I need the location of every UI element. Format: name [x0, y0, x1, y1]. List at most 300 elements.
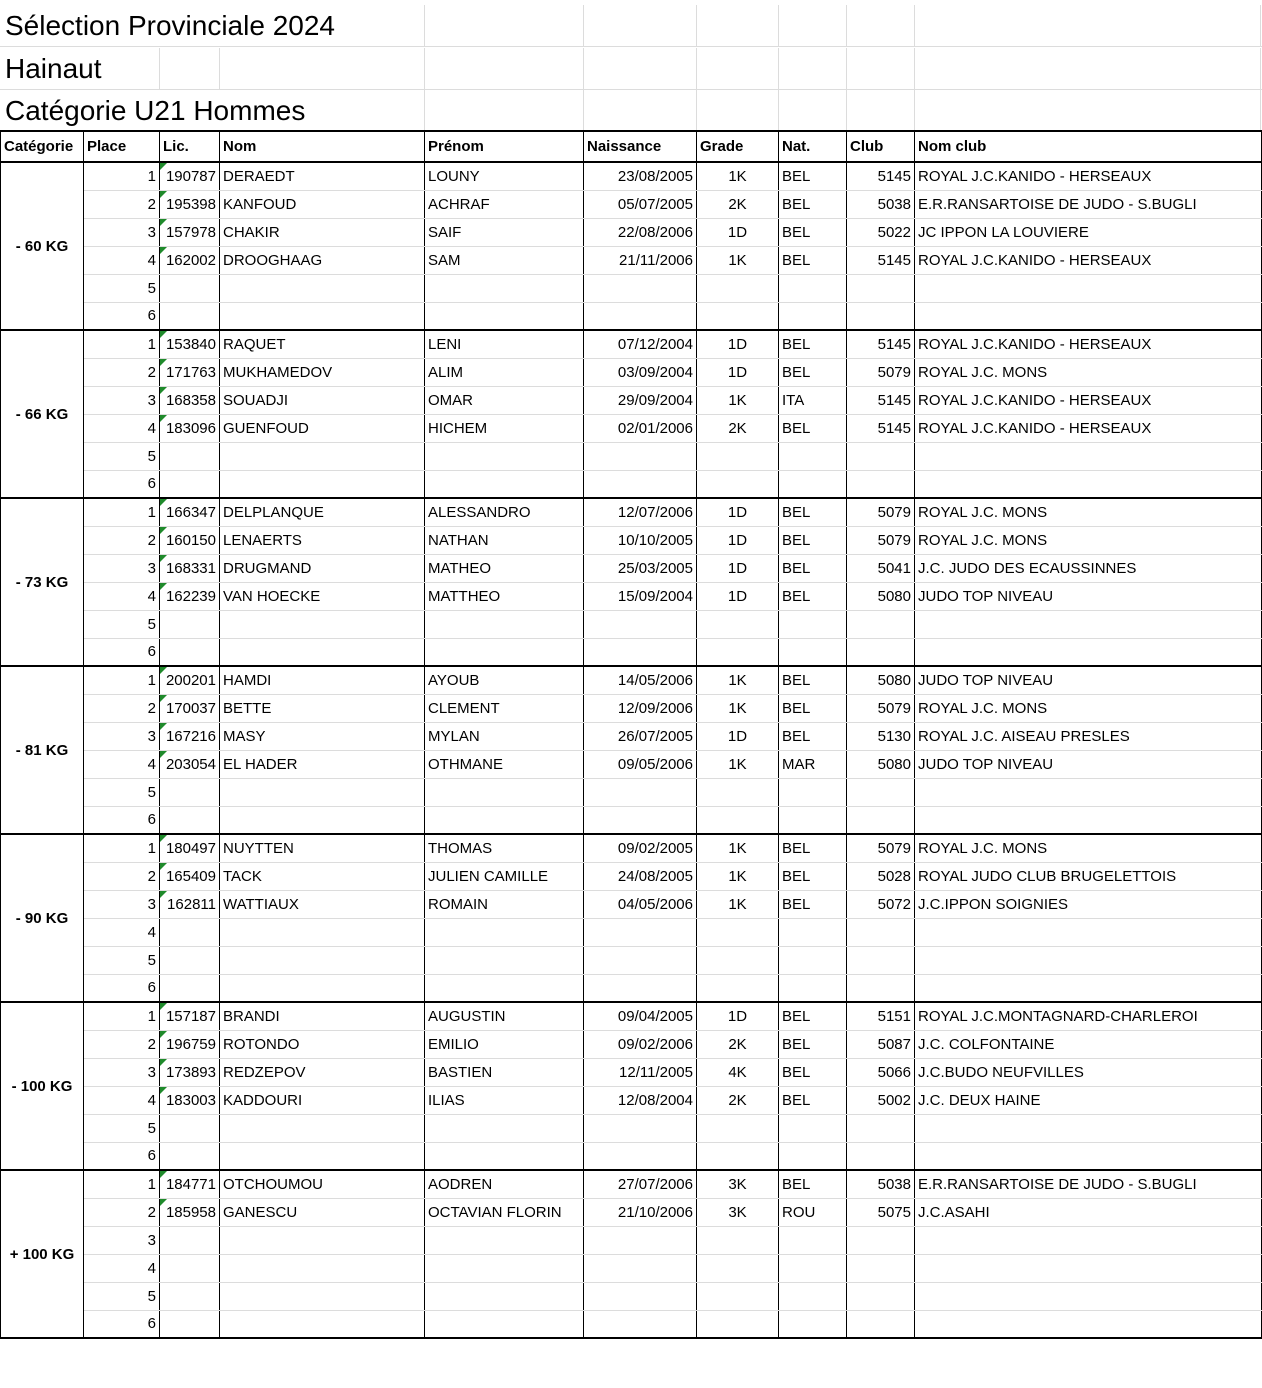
- grade-value: 1D: [727, 223, 748, 241]
- nat-cell: [779, 1282, 847, 1310]
- place-cell: 4: [84, 246, 160, 274]
- nom-cell: [220, 750, 425, 778]
- club-number-value: 5145: [877, 167, 911, 185]
- naissance-cell: [584, 890, 697, 918]
- naissance-cell: [584, 750, 697, 778]
- place-cell: 2: [84, 1198, 160, 1226]
- nom-cell: [220, 358, 425, 386]
- club-name-cell: [915, 862, 1262, 890]
- naissance-value: 26/07/2005: [617, 727, 693, 745]
- table-row: [1, 1058, 1262, 1086]
- grade-value: 2K: [728, 1091, 747, 1109]
- grade-cell: [697, 1310, 779, 1338]
- prenom-cell: [425, 582, 584, 610]
- naissance-cell: [584, 722, 697, 750]
- naissance-cell: [584, 1310, 697, 1338]
- grade-cell: [697, 1114, 779, 1142]
- prenom-value: BASTIEN: [428, 1063, 493, 1081]
- nom-value: CHAKIR: [223, 223, 280, 241]
- prenom-value: ALIM: [428, 363, 464, 381]
- nom-cell: [220, 274, 425, 302]
- club-number-value: 5066: [877, 1063, 911, 1081]
- naissance-value: 02/01/2006: [617, 419, 693, 437]
- table-row: [1, 470, 1262, 498]
- naissance-cell: [584, 274, 697, 302]
- club-number-cell: [847, 610, 915, 638]
- club-name-cell: [915, 1002, 1262, 1030]
- comment-indicator-icon: [160, 695, 167, 702]
- nom-value: WATTIAUX: [223, 895, 299, 913]
- col-header-club: Club: [847, 131, 915, 162]
- nat-cell: [779, 414, 847, 442]
- prenom-cell: [425, 358, 584, 386]
- club-name-value: ROYAL JUDO CLUB BRUGELETTOIS: [918, 867, 1177, 885]
- club-number-cell: [847, 526, 915, 554]
- club-name-cell: [915, 666, 1262, 694]
- club-name-cell: [915, 190, 1262, 218]
- license-cell: [160, 1226, 220, 1254]
- table-row: [1, 190, 1262, 218]
- place-cell: 6: [84, 302, 160, 330]
- license-cell: [160, 498, 220, 526]
- license-cell: [160, 946, 220, 974]
- grade-cell: [697, 386, 779, 414]
- place-cell: 4: [84, 1086, 160, 1114]
- col-header-grade: Grade: [697, 131, 779, 162]
- nom-cell: [220, 498, 425, 526]
- nat-value: BEL: [782, 559, 811, 577]
- naissance-cell: [584, 330, 697, 358]
- license-cell: [160, 778, 220, 806]
- grade-value: 3K: [728, 1203, 747, 1221]
- license-value: 200201: [165, 671, 216, 689]
- club-name-cell: [915, 918, 1262, 946]
- nom-cell: [220, 666, 425, 694]
- place-cell: 5: [84, 610, 160, 638]
- title-row: [0, 5, 1262, 47]
- club-number-cell: [847, 1114, 915, 1142]
- table-body: [1, 162, 1262, 1338]
- grade-cell: [697, 246, 779, 274]
- naissance-cell: [584, 638, 697, 666]
- license-cell: [160, 890, 220, 918]
- club-number-value: 5079: [877, 531, 911, 549]
- club-name-cell: [915, 1086, 1262, 1114]
- club-name-value: J.C. COLFONTAINE: [918, 1035, 1055, 1053]
- nom-cell: [220, 1058, 425, 1086]
- naissance-cell: [584, 1198, 697, 1226]
- column-header-row: [1, 131, 1262, 162]
- comment-indicator-icon: [160, 1003, 167, 1010]
- comment-indicator-icon: [160, 723, 167, 730]
- nom-cell: [220, 302, 425, 330]
- club-number-cell: [847, 694, 915, 722]
- club-number-cell: [847, 246, 915, 274]
- nat-value: BEL: [782, 1091, 811, 1109]
- nom-value: BRANDI: [223, 1007, 280, 1025]
- club-number-cell: [847, 750, 915, 778]
- comment-indicator-icon: [160, 751, 167, 758]
- grade-cell: [697, 274, 779, 302]
- table-row: [1, 554, 1262, 582]
- nom-value: NUYTTEN: [223, 839, 294, 857]
- comment-indicator-icon: [160, 891, 167, 898]
- club-name-cell: [915, 526, 1262, 554]
- table-row: [1, 778, 1262, 806]
- club-name-value: ROYAL J.C. MONS: [918, 503, 1048, 521]
- nat-value: BEL: [782, 671, 811, 689]
- nat-cell: [779, 778, 847, 806]
- club-name-value: J.C.BUDO NEUFVILLES: [918, 1063, 1084, 1081]
- nom-cell: [220, 1170, 425, 1198]
- nat-cell: [779, 330, 847, 358]
- license-value: 196759: [165, 1035, 216, 1053]
- club-number-cell: [847, 1282, 915, 1310]
- nat-cell: [779, 1170, 847, 1198]
- table-row: [1, 358, 1262, 386]
- grade-cell: [697, 610, 779, 638]
- club-name-value: E.R.RANSARTOISE DE JUDO - S.BUGLI: [918, 1175, 1197, 1193]
- nat-value: BEL: [782, 699, 811, 717]
- nat-value: BEL: [782, 1175, 811, 1193]
- naissance-value: 07/12/2004: [617, 335, 693, 353]
- club-number-cell: [847, 1226, 915, 1254]
- naissance-value: 12/11/2005: [619, 1063, 693, 1081]
- nat-value: ROU: [782, 1203, 816, 1221]
- club-number-value: 5038: [877, 195, 911, 213]
- license-cell: [160, 302, 220, 330]
- club-number-value: 5145: [877, 419, 911, 437]
- club-name-cell: [915, 330, 1262, 358]
- club-name-value: J.C. DEUX HAINE: [918, 1091, 1041, 1109]
- nom-cell: [220, 1142, 425, 1170]
- naissance-value: 09/05/2006: [617, 755, 693, 773]
- place-cell: 1: [84, 1002, 160, 1030]
- place-cell: 3: [84, 218, 160, 246]
- nat-cell: [779, 1002, 847, 1030]
- table-row: [1, 834, 1262, 862]
- prenom-cell: [425, 1170, 584, 1198]
- nat-value: BEL: [782, 867, 811, 885]
- license-value: 166347: [165, 503, 216, 521]
- club-number-cell: [847, 1170, 915, 1198]
- nom-cell: [220, 1114, 425, 1142]
- club-name-value: JUDO TOP NIVEAU: [918, 671, 1054, 689]
- place-cell: 4: [84, 582, 160, 610]
- nat-value: BEL: [782, 195, 811, 213]
- club-name-cell: [915, 890, 1262, 918]
- table-row: [1, 722, 1262, 750]
- comment-indicator-icon: [160, 219, 167, 226]
- naissance-cell: [584, 666, 697, 694]
- naissance-value: 21/10/2006: [617, 1203, 693, 1221]
- comment-indicator-icon: [160, 499, 167, 506]
- club-name-value: ROYAL J.C.MONTAGNARD-CHARLEROI: [918, 1007, 1198, 1025]
- club-number-value: 5038: [877, 1175, 911, 1193]
- prenom-value: CLEMENT: [428, 699, 500, 717]
- license-value: 162811: [167, 895, 216, 913]
- club-name-value: JUDO TOP NIVEAU: [918, 587, 1054, 605]
- nat-cell: [779, 834, 847, 862]
- prenom-cell: [425, 1002, 584, 1030]
- comment-indicator-icon: [160, 1087, 167, 1094]
- naissance-cell: [584, 246, 697, 274]
- license-value: 160150: [165, 531, 216, 549]
- prenom-cell: [425, 1282, 584, 1310]
- nom-value: BETTE: [223, 699, 272, 717]
- nat-value: BEL: [782, 839, 811, 857]
- nat-value: BEL: [782, 167, 811, 185]
- club-name-cell: [915, 218, 1262, 246]
- table-row: [1, 806, 1262, 834]
- club-name-cell: [915, 1142, 1262, 1170]
- nom-value: SOUADJI: [223, 391, 289, 409]
- naissance-cell: [584, 862, 697, 890]
- prenom-cell: [425, 526, 584, 554]
- club-name-cell: [915, 1114, 1262, 1142]
- nat-cell: [779, 638, 847, 666]
- club-number-cell: [847, 330, 915, 358]
- nat-cell: [779, 918, 847, 946]
- grade-value: 1K: [728, 251, 747, 269]
- nom-cell: [220, 554, 425, 582]
- club-number-cell: [847, 1030, 915, 1058]
- place-cell: 1: [84, 162, 160, 190]
- table-row: [1, 946, 1262, 974]
- place-cell: 2: [84, 358, 160, 386]
- prenom-cell: [425, 470, 584, 498]
- nat-cell: [779, 582, 847, 610]
- club-number-value: 5080: [877, 671, 911, 689]
- nom-cell: [220, 834, 425, 862]
- prenom-cell: [425, 1198, 584, 1226]
- comment-indicator-icon: [160, 1031, 167, 1038]
- club-name-value: JUDO TOP NIVEAU: [918, 755, 1054, 773]
- club-name-cell: [915, 1310, 1262, 1338]
- club-number-cell: [847, 442, 915, 470]
- comment-indicator-icon: [160, 415, 167, 422]
- province-label: Hainaut: [5, 53, 102, 84]
- prenom-value: HICHEM: [428, 419, 488, 437]
- grade-cell: [697, 302, 779, 330]
- grade-cell: [697, 190, 779, 218]
- naissance-cell: [584, 582, 697, 610]
- nat-cell: [779, 1226, 847, 1254]
- nat-cell: [779, 358, 847, 386]
- nom-cell: [220, 330, 425, 358]
- club-name-cell: [915, 694, 1262, 722]
- grade-cell: [697, 1226, 779, 1254]
- prenom-cell: [425, 554, 584, 582]
- nat-cell: [779, 302, 847, 330]
- nat-value: BEL: [782, 727, 811, 745]
- prenom-value: EMILIO: [428, 1035, 479, 1053]
- nat-value: BEL: [782, 531, 811, 549]
- nat-cell: [779, 694, 847, 722]
- place-cell: 2: [84, 190, 160, 218]
- naissance-value: 27/07/2006: [617, 1175, 693, 1193]
- club-number-cell: [847, 890, 915, 918]
- place-cell: 5: [84, 442, 160, 470]
- prenom-cell: [425, 330, 584, 358]
- prenom-cell: [425, 666, 584, 694]
- club-name-value: ROYAL J.C. MONS: [918, 531, 1048, 549]
- prenom-cell: [425, 1226, 584, 1254]
- comment-indicator-icon: [160, 331, 167, 338]
- nom-value: EL HADER: [223, 755, 298, 773]
- naissance-cell: [584, 414, 697, 442]
- nom-value: DRUGMAND: [223, 559, 312, 577]
- club-number-value: 5041: [877, 559, 911, 577]
- table-row: [1, 442, 1262, 470]
- club-number-value: 5022: [877, 223, 911, 241]
- grade-cell: [697, 974, 779, 1002]
- club-number-cell: [847, 806, 915, 834]
- nat-cell: [779, 610, 847, 638]
- prenom-value: OCTAVIAN FLORIN: [428, 1203, 562, 1221]
- club-name-cell: [915, 1198, 1262, 1226]
- club-name-cell: [915, 834, 1262, 862]
- license-value: 195398: [165, 195, 216, 213]
- license-value: 173893: [165, 1063, 216, 1081]
- table-row: [1, 386, 1262, 414]
- license-cell: [160, 638, 220, 666]
- naissance-cell: [584, 442, 697, 470]
- nat-value: BEL: [782, 1035, 811, 1053]
- nom-cell: [220, 582, 425, 610]
- category-title: Catégorie U21 Hommes: [5, 95, 306, 126]
- comment-indicator-icon: [160, 555, 167, 562]
- club-number-value: 5145: [877, 335, 911, 353]
- license-cell: [160, 974, 220, 1002]
- prenom-cell: [425, 1086, 584, 1114]
- club-name-value: JC IPPON LA LOUVIERE: [918, 223, 1089, 241]
- grade-cell: [697, 1058, 779, 1086]
- club-name-cell: [915, 1170, 1262, 1198]
- club-name-value: J.C.IPPON SOIGNIES: [918, 895, 1069, 913]
- prenom-cell: [425, 638, 584, 666]
- prenom-cell: [425, 722, 584, 750]
- table-row: [1, 1198, 1262, 1226]
- club-number-value: 5075: [877, 1203, 911, 1221]
- place-cell: 5: [84, 274, 160, 302]
- nom-cell: [220, 1310, 425, 1338]
- prenom-cell: [425, 386, 584, 414]
- nom-cell: [220, 778, 425, 806]
- comment-indicator-icon: [160, 667, 167, 674]
- license-cell: [160, 1170, 220, 1198]
- club-number-cell: [847, 190, 915, 218]
- col-header-categorie: Catégorie: [1, 131, 84, 162]
- club-number-cell: [847, 498, 915, 526]
- prenom-value: ALESSANDRO: [428, 503, 531, 521]
- club-name-cell: [915, 386, 1262, 414]
- nat-cell: [779, 806, 847, 834]
- nat-cell: [779, 1086, 847, 1114]
- prenom-cell: [425, 498, 584, 526]
- table-row: [1, 330, 1262, 358]
- prenom-cell: [425, 414, 584, 442]
- table-row: [1, 1142, 1262, 1170]
- license-value: 162002: [165, 251, 216, 269]
- table-row: [1, 526, 1262, 554]
- prenom-cell: [425, 1058, 584, 1086]
- club-number-cell: [847, 1310, 915, 1338]
- prenom-value: AUGUSTIN: [428, 1007, 506, 1025]
- club-number-value: 5079: [877, 363, 911, 381]
- prenom-cell: [425, 302, 584, 330]
- nom-value: RAQUET: [223, 335, 286, 353]
- table-row: [1, 274, 1262, 302]
- license-cell: [160, 1030, 220, 1058]
- naissance-cell: [584, 1282, 697, 1310]
- grade-cell: [697, 694, 779, 722]
- club-name-value: ROYAL J.C. MONS: [918, 363, 1048, 381]
- nom-cell: [220, 638, 425, 666]
- prenom-value: THOMAS: [428, 839, 493, 857]
- club-number-cell: [847, 1254, 915, 1282]
- prenom-cell: [425, 834, 584, 862]
- license-value: 165409: [165, 867, 216, 885]
- nat-cell: [779, 890, 847, 918]
- club-number-value: 5002: [877, 1091, 911, 1109]
- nat-cell: [779, 526, 847, 554]
- naissance-cell: [584, 806, 697, 834]
- club-name-cell: [915, 806, 1262, 834]
- club-number-value: 5087: [877, 1035, 911, 1053]
- nom-value: DERAEDT: [223, 167, 295, 185]
- license-cell: [160, 1058, 220, 1086]
- club-number-value: 5080: [877, 755, 911, 773]
- license-value: 180497: [165, 839, 216, 857]
- place-cell: 3: [84, 386, 160, 414]
- license-cell: [160, 834, 220, 862]
- weight-category-cell: - 90 KG: [1, 834, 84, 1002]
- grade-value: 1K: [728, 755, 747, 773]
- grade-cell: [697, 946, 779, 974]
- table-row: [1, 1170, 1262, 1198]
- license-cell: [160, 358, 220, 386]
- prenom-cell: [425, 190, 584, 218]
- grade-cell: [697, 526, 779, 554]
- nom-value: KANFOUD: [223, 195, 297, 213]
- club-number-cell: [847, 974, 915, 1002]
- nom-cell: [220, 1198, 425, 1226]
- club-name-value: J.C.ASAHI: [918, 1203, 990, 1221]
- comment-indicator-icon: [160, 1199, 167, 1206]
- naissance-value: 22/08/2006: [617, 223, 693, 241]
- club-name-cell: [915, 302, 1262, 330]
- license-value: 167216: [165, 727, 216, 745]
- nom-value: MASY: [223, 727, 266, 745]
- naissance-value: 03/09/2004: [617, 363, 693, 381]
- club-number-value: 5145: [877, 251, 911, 269]
- grade-cell: [697, 722, 779, 750]
- club-name-cell: [915, 470, 1262, 498]
- club-number-cell: [847, 1002, 915, 1030]
- club-name-cell: [915, 414, 1262, 442]
- nom-cell: [220, 918, 425, 946]
- club-name-cell: [915, 246, 1262, 274]
- nat-cell: [779, 974, 847, 1002]
- grade-cell: [697, 554, 779, 582]
- nat-value: BEL: [782, 419, 811, 437]
- club-name-value: ROYAL J.C.KANIDO - HERSEAUX: [918, 419, 1152, 437]
- grade-cell: [697, 778, 779, 806]
- nom-cell: [220, 890, 425, 918]
- prenom-cell: [425, 750, 584, 778]
- nom-value: HAMDI: [223, 671, 272, 689]
